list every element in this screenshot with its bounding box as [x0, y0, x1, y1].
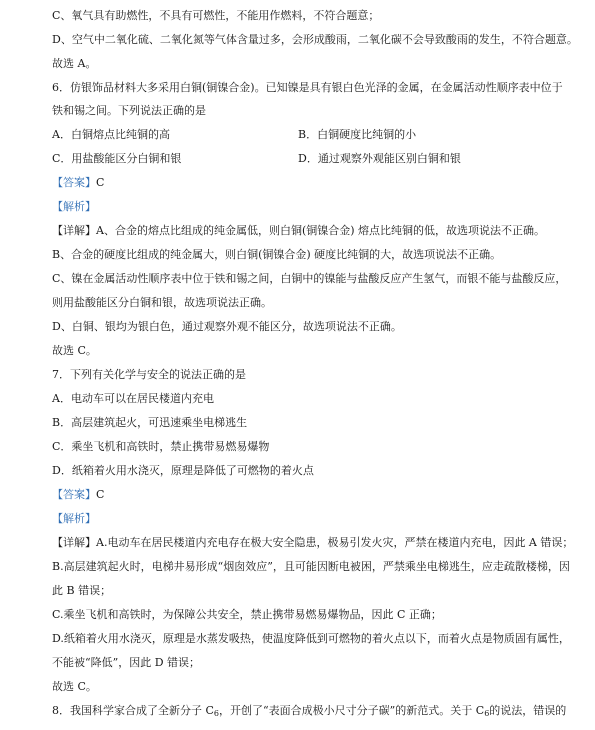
explanation-line: 则用盐酸能区分白铜和银，故选项说法正确。	[52, 296, 272, 309]
question-6-stem: 铁和锡之间。下列说法正确的是	[52, 104, 206, 117]
question-7-option-d: D．纸箱着火用水浇灭，原理是降低了可燃物的着火点	[52, 464, 314, 477]
question-6-option-b: B．白铜硬度比纯铜的小	[298, 128, 417, 141]
question-6-stem: 6．仿银饰品材料大多采用白铜(铜镍合金)。已知镍是具有银白色光泽的金属，在金属活动性顺序表中位于	[52, 81, 563, 94]
question-6-option-d: D．通过观察外观能区别白铜和银	[298, 152, 461, 165]
explanation-line: D、白铜、银均为银白色，通过观察外观不能区分，故选项说法不正确。	[52, 320, 402, 333]
question-7-option-b: B．高层建筑起火，可迅速乘坐电梯逃生	[52, 416, 248, 429]
question-7-stem: 7．下列有关化学与安全的说法正确的是	[52, 368, 246, 381]
detail-tag: 【详解】	[52, 536, 96, 549]
explanation-line: C.乘坐飞机和高铁时，为保障公共安全，禁止携带易燃易爆物品，因此 C 正确；	[52, 608, 442, 621]
answer-tag: 【答案】	[52, 176, 96, 189]
explanation-line: 此 B 错误；	[52, 584, 112, 597]
question-6-option-c: C．用盐酸能区分白铜和银	[52, 152, 182, 165]
detail-tag: 【详解】	[52, 224, 96, 237]
subscript: 6	[484, 709, 490, 718]
explanation-line: 故选 C。	[52, 680, 97, 693]
analysis-tag: 【解析】	[52, 200, 96, 213]
analysis-tag: 【解析】	[52, 512, 96, 525]
question-7-option-c: C．乘坐飞机和高铁时，禁止携带易燃易爆物	[52, 440, 270, 453]
explanation-line: 故选 C。	[52, 344, 97, 357]
explanation-line: 【详解】A.电动车在居民楼道内充电存在极大安全隐患，极易引发火灾，严禁在楼道内充电，因此 A 错误；	[52, 536, 574, 549]
explanation-line: B、合金的硬度比组成的纯金属大，则白铜(铜镍合金) 硬度比纯铜的大，故选项说法不正确。	[52, 248, 502, 261]
explanation-line: 【详解】A、合金的熔点比组成的纯金属低，则白铜(铜镍合金) 熔点比纯铜的低，故选项说法不正确。	[52, 224, 546, 237]
answer-value: C	[96, 488, 105, 501]
text-line: 故选 A。	[52, 57, 97, 70]
answer-line	[52, 488, 552, 502]
answer-tag: 【答案】	[52, 488, 96, 501]
question-7-option-a: A．电动车可以在居民楼道内充电	[52, 392, 214, 405]
question-8-stem: 8．我国科学家合成了全新分子 $C_6$，开创了“表面合成极小尺寸分子碳”的新范式。关于 $C_6$的说法，错误的	[52, 704, 567, 718]
answer-value: C	[96, 176, 105, 189]
text-line: C、氧气具有助燃性，不具有可燃性，不能用作燃料，不符合题意；	[52, 9, 380, 22]
question-6-option-a: A．白铜熔点比纯铜的高	[52, 128, 170, 141]
answer-line	[52, 176, 552, 190]
text-line: D、空气中二氧化硫、二氧化氮等气体含量过多，会形成酸雨，二氧化碳不会导致酸雨的发生，不符合题意。	[52, 33, 578, 46]
explanation-line: C、镍在金属活动性顺序表中位于铁和锡之间，白铜中的镍能与盐酸反应产生氢气，而银不能与盐酸反应，	[52, 272, 567, 285]
subscript: 6	[213, 709, 220, 718]
explanation-line: 不能被“降低”，因此 D 错误；	[52, 656, 201, 669]
explanation-line: D.纸箱着火用水浇灭，原理是水蒸发吸热，使温度降低到可燃物的着火点以下，而着火点是物质固有属性，	[52, 632, 570, 645]
explanation-line: B.高层建筑起火时，电梯井易形成“烟囱效应”，且可能因断电被困，严禁乘坐电梯逃生，应走疏散楼梯，因	[52, 560, 570, 573]
